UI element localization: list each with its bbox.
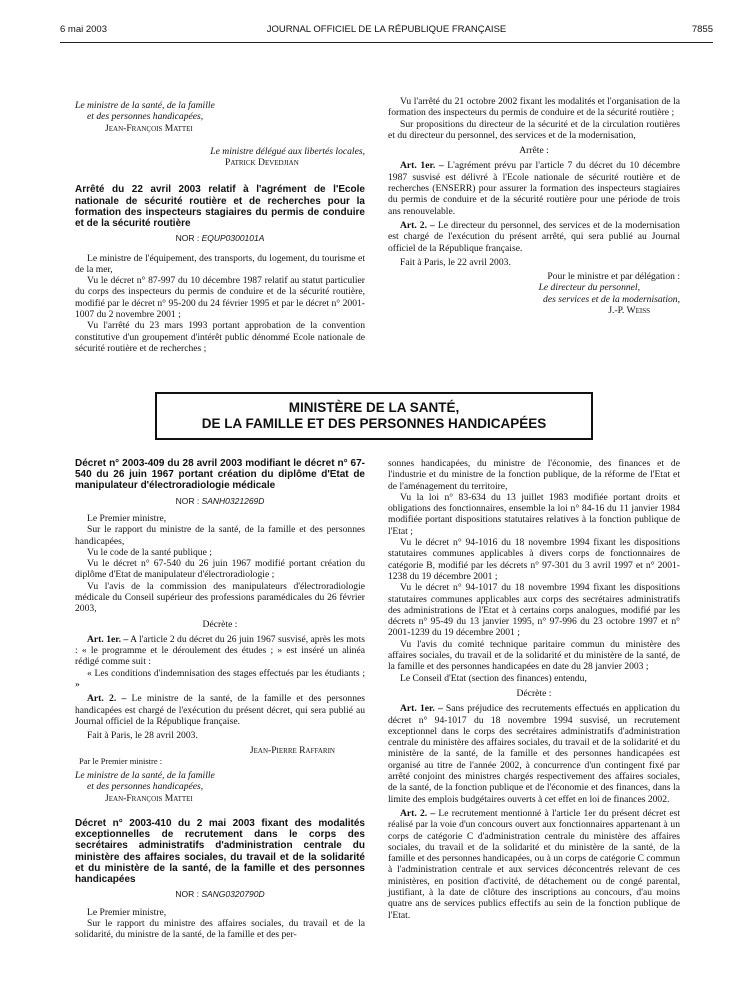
ministry-line: DE LA FAMILLE ET DES PERSONNES HANDICAPÉES [201,416,547,431]
fait-date: Fait à Paris, le 28 avril 2003. [87,730,198,742]
paragraph: Vu l'avis de la commission des manipulateurs d'électroradiologie médicale du Conseil supérieur des professions paramédicales du 26 février 2003, [75,580,365,615]
page-header [60,24,713,40]
article: Art. 1er. – Sans préjudice des recrutements effectués en application du décret n° 94-1017 du 18 novembre 1994 susvisé, un recrutement exceptionnel dans le corps des secrétaires administratifs d'administration centrale du ministère des affaires sociales, du travail et de la solidarité et du ministère de la santé, de la famille et des personnes handicapées est organisé au titre de l'année 2002, à concurrence d'un contingent fixé par arrêté conjoint des ministres chargés respectivement des affaires sociales, de la santé, de la fonction publique et de l'économie et des finances, dans la limite des emplois budgétaires ouverts à cet effet en loi de finances 2002. [388,703,680,805]
paragraph: Sur le rapport du ministre des affaires sociales, du travail et de la solidarité, du ministre de la santé, de la famille et des per- [75,917,365,941]
paragraph: Vu le décret n° 87-997 du 10 décembre 1987 relatif au statut particulier du corps des inspecteurs du permis de conduire et de la sécurité routière, modifié par le décret n° 95-200 du 24 février 1995 et par le décret n° 2001-1007 du 2 novembre 2001 ; [75,275,365,321]
delegation: Pour le ministre et par délégation : [547,271,680,283]
signature-role: et des personnes handicapées, [87,111,204,123]
paragraph: Vu l'arrêté du 23 mars 1993 portant approbation de la convention constitutive d'un groupement d'intérêt public dénommé Ecole nationale de sécurité routière et de recherches ; [75,320,365,354]
bottom-left-column [75,458,365,940]
bottom-right-column [388,458,680,921]
article: Art. 2. – Le directeur du personnel, des services et de la modernisation est chargé de l'exécution du présent arrêté, qui sera publié au Journal officiel de la République française. [388,219,680,254]
paragraph: Vu la loi n° 83-634 du 13 juillet 1983 modifiée portant droits et obligations des fonctionnaires, ensemble la loi n° 84-16 du 11 janvier 1984 modifiée portant dispositions statutaires relatives à la fonction publique de l'Etat ; [388,491,680,537]
paragraph: Vu le code de la santé publique ; [87,546,212,558]
ministry-heading-box [155,392,593,440]
signature-role: Le ministre de la santé, de la famille [75,770,215,782]
signature-role: des services et de la modernisation, [543,293,680,305]
signature-role: Le ministre de la santé, de la famille [75,100,215,111]
top-right-column [388,96,680,316]
paragraph: Vu le décret n° 67-540 du 26 juin 1967 modifié portant création du diplôme d'Etat de manipulateur d'électroradiologie ; [75,558,365,581]
signature-by: Par le Premier ministre : [79,755,163,766]
decrete-heading: Décrète : [202,618,238,630]
decree-title: Décret n° 2003-410 du 2 mai 2003 fixant des modalités exceptionnelles de recrutement dans le corps des secrétaires administratifs d'administration centrale du ministère des affaires sociales, du travail et de la solidarité et du ministère de la santé, de la famille et des personnes handicapées [75,818,365,886]
article: Art. 1er. – L'agrément prévu par l'article 7 du décret du 10 décembre 1987 susvisé est délivré à l'Ecole nationale de sécurité routière et de recherches (ENSERR) pour assurer la formation des inspecteurs stagiaires du permis de conduire et de la sécurité routière pour une période de trois ans renouvelable. [388,160,680,217]
paragraph: sonnes handicapées, du ministre de l'économie, des finances et de l'industrie et du ministre de la fonction publique, de la réforme de l'Etat et de l'aménagement du territoire, [388,458,680,492]
arrete-title: Arrêté du 22 avril 2003 relatif à l'agrément de l'Ecole nationale de sécurité routière et de recherches pour la formation des inspecteurs stagiaires du permis de conduire et de la sécurité routière [75,184,365,230]
nor-reference: NOR : SANH0321269D [175,495,265,506]
paragraph: Vu l'avis du comité technique paritaire commun du ministère des affaires sociales, du travail et de la solidarité et du ministère de la santé, de la famille et des personnes handicapées en date du 28 janvier 2003 ; [388,638,680,673]
paragraph: Le Premier ministre, [87,512,167,524]
article: Art. 2. – Le recrutement mentionné à l'article 1er du présent décret est réalisé par la voie d'un concours ouvert aux fonctionnaires appartenant à un corps de catégorie C d'administration centrale du ministère des affaires sociales, du travail et de la solidarité et du ministère de la santé, de la famille et des personnes handicapées, ou à un corps de catégorie C commun à l'administration centrale et aux services déconcentrés relevant de ces ministères, en position d'activité, de détachement ou de congé parental, justifiant, à la date de clôture des inscriptions au concours, d'au moins quatre ans de services publics effectifs au sein de la fonction publique de l'Etat. [388,807,680,921]
signature-name: J.-P. Weiss [608,305,650,317]
article: Art. 1er. – A l'article 2 du décret du 26 juin 1967 susvisé, après les mots : « le programme et le déroulement des études ; » est inséré un alinéa rédigé comme suit : [75,633,365,668]
paragraph: Sur le rapport du ministre de la santé, de la famille et des personnes handicapées, [75,524,365,547]
signature-role: et des personnes handicapées, [87,781,204,793]
nor-reference: NOR : EQUP0300101A [175,233,265,244]
header-date: 6 mai 2003 [60,24,108,35]
paragraph: Le Conseil d'Etat (section des finances) entendu, [400,672,587,684]
paragraph: Vu le décret n° 94-1016 du 18 novembre 1994 fixant les dispositions statutaires communes applicables à divers corps de fonctionnaires de catégorie B, modifié par les décrets n° 97-301 du 3 avril 1997 et n° 2001-1238 du 19 décembre 2001 ; [388,537,680,582]
header-journal-title: JOURNAL OFFICIEL DE LA RÉPUBLIQUE FRANÇAISE [266,24,507,35]
paragraph: Vu l'arrêté du 21 octobre 2002 fixant les modalités et l'organisation de la formation des inspecteurs du permis de conduire et de la sécurité routière ; [388,96,680,119]
fait-date: Fait à Paris, le 22 avril 2003. [400,256,511,268]
signature-role: Le ministre délégué aux libertés locales, [210,145,365,157]
arrete-heading: Arrête : [519,145,549,157]
signature-name: Jean-François Mattei [105,792,193,804]
paragraph: Le Premier ministre, [87,906,167,918]
header-rule [60,42,713,43]
decrete-heading: Décrète : [516,687,552,699]
top-left-column [75,100,365,354]
paragraph: Sur propositions du directeur de la sécurité et de la circulation routières et du directeur du personnel, des services et de la modernisation, [388,118,680,141]
paragraph: Vu le décret n° 94-1017 du 18 novembre 1994 fixant les dispositions statutaires communes applicables aux corps des secrétaires administratifs des administrations de l'Etat et à certains corps analogues, modifié par les décrets n° 95-49 du 13 janvier 1995, n° 97-996 du 23 octobre 1997 et n° 2001-1239 du 19 décembre 2001 ; [388,582,680,639]
header-page-number: 7855 [691,24,713,35]
signature-role: Le directeur du personnel, [538,282,640,294]
paragraph: Le ministre de l'équipement, des transports, du logement, du tourisme et de la mer, [75,252,365,275]
ministry-line: MINISTÈRE DE LA SANTÉ, [288,400,460,415]
article: Art. 2. – Le ministre de la santé, de la famille et des personnes handicapées est chargé de l'exécution du présent décret, qui sera publié au Journal officiel de la République française. [75,693,365,727]
signature-name: Jean-Pierre Raffarin [249,744,335,756]
nor-reference: NOR : SANG0320790D [175,889,265,900]
paragraph: « Les conditions d'indemnisation des stages effectués par les étudiants ; » [75,667,365,691]
signature-name: Jean-François Mattei [105,122,193,134]
decree-title: Décret n° 2003-409 du 28 avril 2003 modifiant le décret n° 67-540 du 26 juin 1967 portant création du diplôme d'Etat de manipulateur d'électroradiologie médicale [75,458,365,492]
signature-name: Patrick Devedjian [225,157,299,169]
